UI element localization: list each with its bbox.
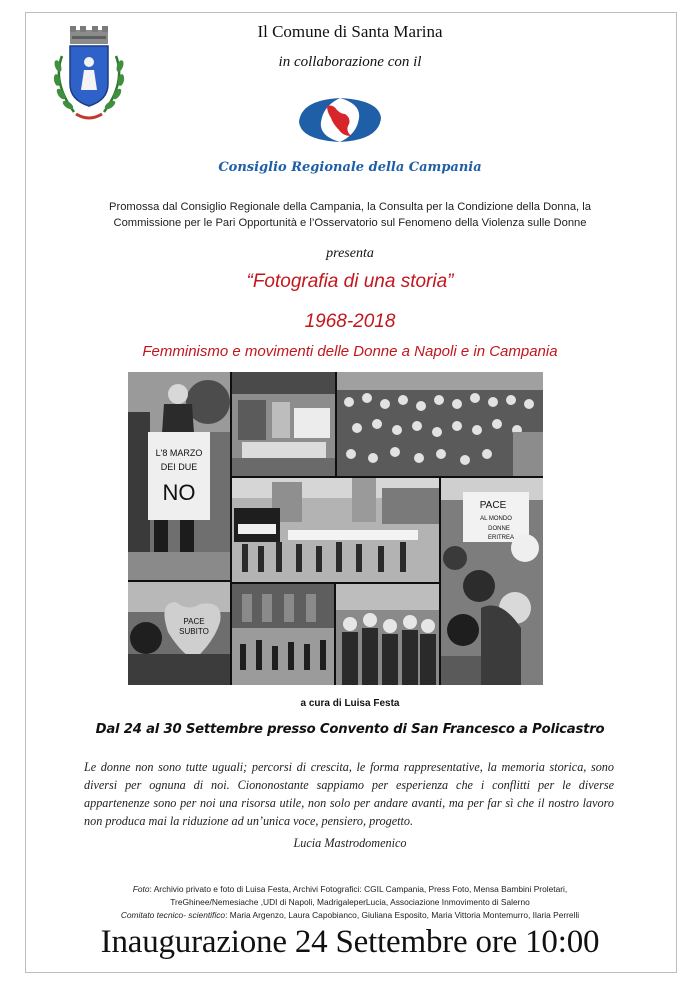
credits xyxy=(70,883,630,922)
svg-text:DEI DUE: DEI DUE xyxy=(160,462,198,472)
svg-text:SUBITO: SUBITO xyxy=(179,627,209,636)
exhibition-subtitle: Femminismo e movimenti delle Donne a Napoli e in Campania xyxy=(142,343,558,360)
regional-council-logo-icon xyxy=(293,92,387,148)
photo-pace-subito xyxy=(128,582,230,685)
credits-committee-line xyxy=(70,909,630,922)
quote-text: Le donne non sono tutte uguali; percorsi di crescita, le forma rappresentative, la memoria storica, sono diversi per ognuna di noi. Ciononostante sappiamo per esperienza che i conflitti per le diverse appartenenze sono per noi una risorsa utile, non solo per andare avanti, ma per far sì che il nostro lavoro non produca mai la riduzione ad un’unica voce, pensiero, progetto. xyxy=(84,760,614,828)
credits-photo-line-2: TreGhinee/Nemesiache ,UDI di Napoli, MadrigaleperLucia, Associazione Inmovimento di Salerno xyxy=(170,897,530,907)
credits-photo-text: : Archivio privato e foto di Luisa Festa, Archivi Fotografici: CGIL Campania, Press Foto, Mensa Bambini Proletari, xyxy=(149,884,568,894)
promotion-line-2: Commissione per le Pari Opportunità e l’Osservatorio sul Fenomeno della Violenza sulle Donne xyxy=(113,217,587,229)
photo-banner-march xyxy=(232,478,439,582)
photo-collage xyxy=(128,372,543,685)
svg-text:ERITREA: ERITREA xyxy=(487,535,515,541)
credits-committee-text: : Maria Argenzo, Laura Capobianco, Giuliana Esposito, Maria Vittoria Montemurro, Ilaria Perrelli xyxy=(225,910,580,920)
exhibition-years: 1968-2018 xyxy=(304,311,396,332)
photo-peace-sign xyxy=(441,478,543,685)
photo-crowd-assembly xyxy=(337,372,543,476)
svg-text:PACE: PACE xyxy=(479,500,507,511)
photo-street-display xyxy=(232,372,335,476)
promotion-text xyxy=(60,199,640,231)
svg-text:NO: NO xyxy=(162,480,196,505)
photo-square-dancers xyxy=(232,584,334,685)
quote-author: Lucia Mastrodomenico xyxy=(293,836,407,850)
presenta-label: presenta xyxy=(326,246,374,261)
credits-committee-label: Comitato tecnico- scientifico xyxy=(120,910,226,920)
exhibition-title: “Fotografia di una storia” xyxy=(246,271,454,292)
inauguration-banner: Inaugurazione 24 Settembre ore 10:00 xyxy=(100,924,600,960)
promotion-line-1: Promossa dal Consiglio Regionale della Campania, la Consulta per la Condizione della Donna, la xyxy=(109,201,591,213)
exhibition-dates: Dal 24 al 30 Settembre presso Convento di San Francesco a Policastro xyxy=(95,722,605,737)
svg-text:L'8 MARZO: L'8 MARZO xyxy=(155,448,203,458)
curator-line: a cura di Luisa Festa xyxy=(300,698,400,709)
svg-text:AL MONDO: AL MONDO xyxy=(480,516,512,522)
photo-women-group xyxy=(336,584,439,685)
credits-photo-line xyxy=(70,883,630,896)
credits-photo-label: Foto xyxy=(132,884,150,894)
svg-text:DONNE: DONNE xyxy=(488,526,510,532)
photo-woman-with-sign xyxy=(128,372,230,580)
council-name: Consiglio Regionale della Campania xyxy=(218,160,482,175)
comune-heading: Il Comune di Santa Marina xyxy=(257,22,443,41)
collaboration-line: in collaborazione con il xyxy=(278,54,422,70)
svg-text:PACE: PACE xyxy=(183,617,205,626)
